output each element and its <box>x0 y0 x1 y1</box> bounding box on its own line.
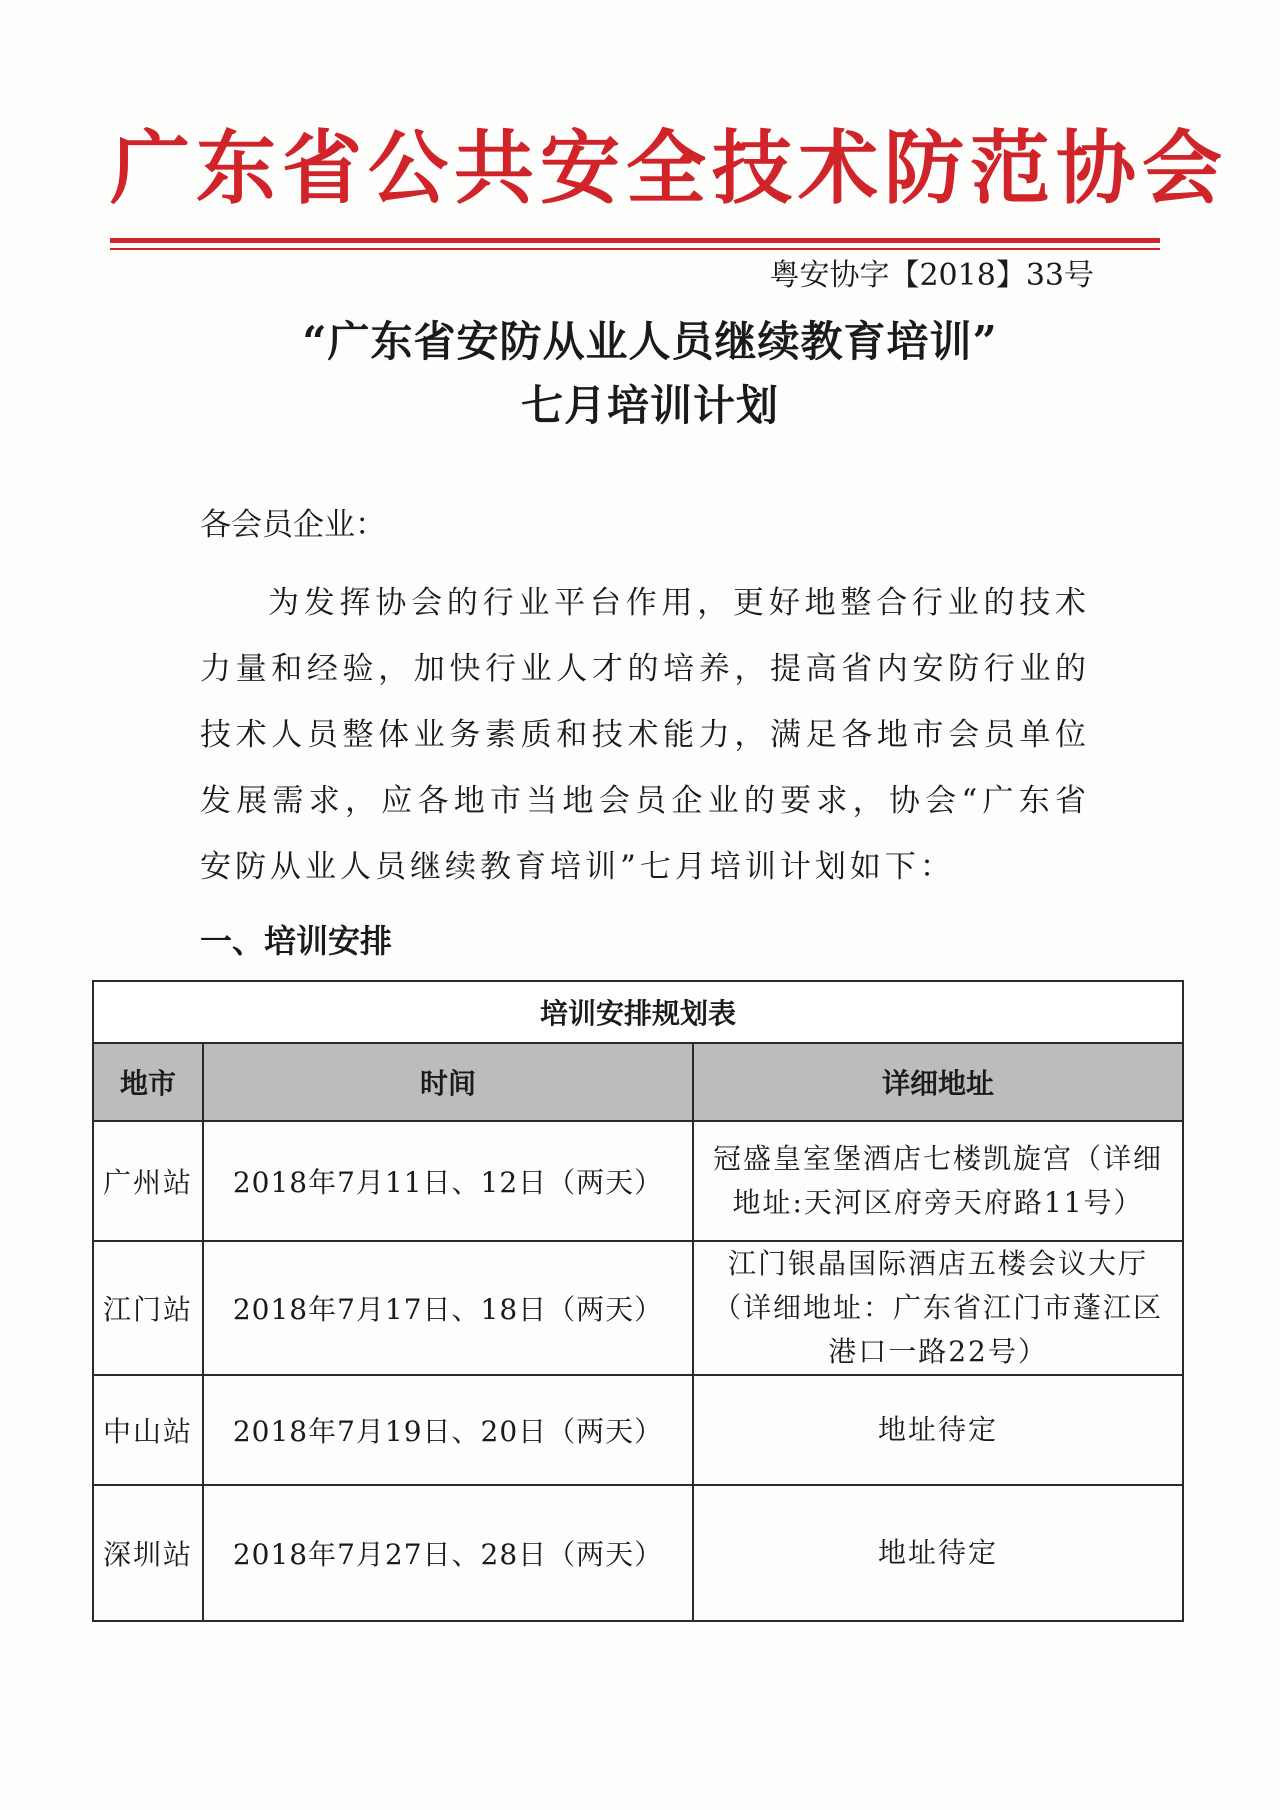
cell-address: 江门银晶国际酒店五楼会议大厅（详细地址：广东省江门市蓬江区港口一路22号） <box>693 1241 1183 1375</box>
cell-time: 2018年7月27日、28日（两天） <box>203 1485 693 1621</box>
cell-time: 2018年7月19日、20日（两天） <box>203 1375 693 1485</box>
table-row <box>93 1241 1183 1375</box>
salutation: 各会员企业： <box>200 507 386 543</box>
table-caption: 培训安排规划表 <box>93 981 1183 1043</box>
cell-city: 中山站 <box>93 1375 203 1485</box>
column-header-address: 详细地址 <box>693 1043 1183 1121</box>
column-header-city: 地市 <box>93 1043 203 1121</box>
table-row <box>93 1121 1183 1241</box>
document-title <box>150 310 1150 438</box>
section-heading-training-arrangement: 一、培训安排 <box>200 922 393 960</box>
cell-city: 深圳站 <box>93 1485 203 1621</box>
header-rule-thick <box>110 238 1160 243</box>
table-row <box>93 1485 1183 1621</box>
document-title-line-1: “广东省安防从业人员继续教育培训” <box>302 317 998 366</box>
body-paragraph: 为发挥协会的行业平台作用，更好地整合行业的技术力量和经验，加快行业人才的培养，提高省内安防行业的技术人员整体业务素质和技术能力，满足各地市会员单位发展需求，应各地市当地会员企业的要求，协会“广东省安防从业人员继续教育培训”七月培训计划如下： <box>200 585 1090 885</box>
cell-address: 地址待定 <box>693 1375 1183 1485</box>
cell-time: 2018年7月17日、18日（两天） <box>203 1241 693 1375</box>
table-header-row <box>93 1043 1183 1121</box>
table-caption-row <box>93 981 1183 1043</box>
cell-city: 江门站 <box>93 1241 203 1375</box>
document-number: 粤安协字【2018】33号 <box>769 258 1094 293</box>
cell-address: 冠盛皇室堡酒店七楼凯旋宫（详细地址:天河区府旁天府路11号） <box>693 1121 1183 1241</box>
document-title-line-2: 七月培训计划 <box>520 381 779 430</box>
organization-header: 广东省公共安全技术防范协会 <box>110 121 1228 215</box>
cell-time: 2018年7月11日、12日（两天） <box>203 1121 693 1241</box>
cell-address: 地址待定 <box>693 1485 1183 1621</box>
header-rule-thin <box>110 248 1160 250</box>
cell-city: 广州站 <box>93 1121 203 1241</box>
table-row <box>93 1375 1183 1485</box>
training-plan-table <box>92 980 1184 1622</box>
column-header-time: 时间 <box>203 1043 693 1121</box>
